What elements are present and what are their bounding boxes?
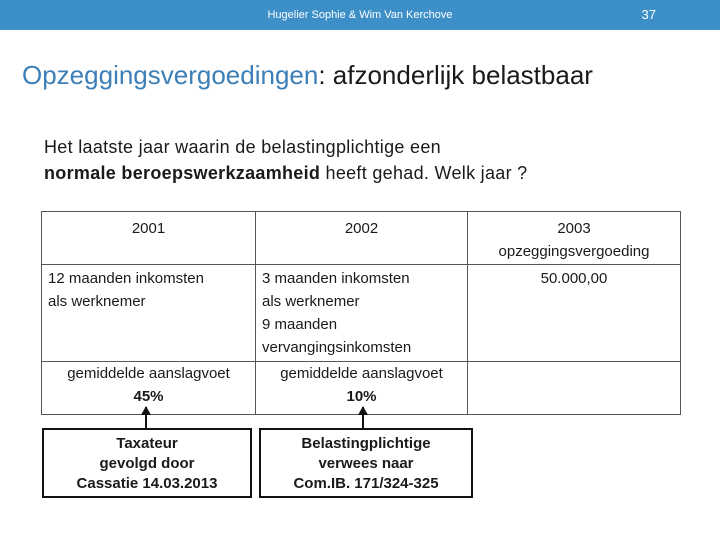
empty-2003-cell [468, 362, 681, 415]
income-table [41, 211, 681, 415]
author-text: Hugelier Sophie & Wim Van Kerchove [267, 9, 453, 21]
income-2002-cell: 3 maanden inkomsten als werknemer 9 maanden vervangingsinkomsten [256, 265, 468, 362]
title-accent: Opzeggingsvergoedingen [22, 60, 319, 90]
year-2002-header: 2002 [256, 212, 468, 265]
arrow-up-icon [362, 407, 364, 429]
income-2001-cell: 12 maanden inkomsten als werknemer [42, 265, 256, 362]
tax-rate-label: gemiddelde aanslagvoet [67, 365, 230, 382]
question-bold: normale beroepswerkzaamheid [44, 163, 321, 183]
header-bar [0, 0, 720, 30]
table-body-row [42, 265, 681, 362]
slide-title [22, 60, 593, 91]
tax-rate-value: 10% [346, 388, 377, 405]
note-taxateur: Taxateur gevolgd door Cassatie 14.03.2013 [42, 428, 252, 498]
year-2003-header: 2003 opzeggingsvergoeding [468, 212, 681, 265]
year-2003-subheader: opzeggingsvergoeding [498, 243, 650, 260]
question-rest: heeft gehad. Welk jaar ? [320, 163, 528, 183]
question-line-1: Het laatste jaar waarin de belastingplichtige een [44, 137, 441, 157]
title-rest: : afzonderlijk belastbaar [318, 60, 593, 90]
note-belastingplichtige: Belastingplichtige verwees naar Com.IB. 171/324-325 [259, 428, 473, 498]
tax-rate-label: gemiddelde aanslagvoet [280, 365, 443, 382]
arrow-up-icon [145, 407, 147, 429]
table-header-row [42, 212, 681, 265]
year-2001-header: 2001 [42, 212, 256, 265]
question-text [44, 134, 704, 186]
page-number: 37 [641, 7, 656, 22]
tax-rate-value: 45% [133, 388, 164, 405]
severance-amount-cell: 50.000,00 [468, 265, 681, 362]
